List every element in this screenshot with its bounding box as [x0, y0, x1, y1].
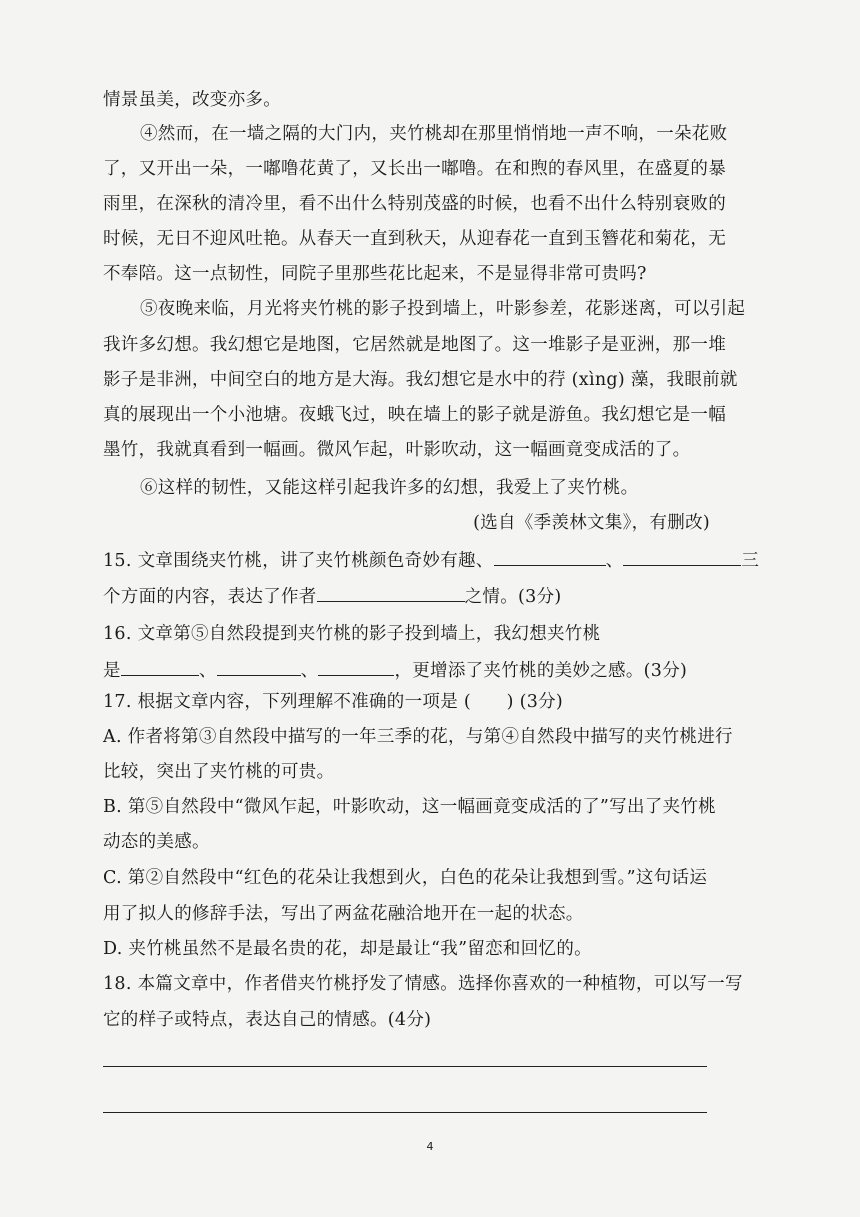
option-c-line: C. 第②自然段中“红色的花朵让我想到火，白色的花朵让我想到雪。”这句话运: [103, 868, 708, 888]
paragraph-4-line: 不奉陪。这一点韧性，同院子里那些花比起来，不是显得非常可贵吗?: [103, 264, 647, 284]
blank-separator: 、: [605, 551, 624, 571]
source-citation: (选自《季羡林文集》，有删改): [473, 513, 710, 533]
paragraph-3-end: 情景虽美，改变亦多。: [103, 90, 281, 110]
option-c-line: 用了拟人的修辞手法，写出了两盆花融洽地开在一起的状态。: [103, 904, 584, 924]
blank-separator: 、: [198, 661, 217, 681]
paragraph-4-line: 时候，无日不迎风吐艳。从春天一直到秋天，从迎春花一直到玉簪花和菊花，无: [103, 229, 726, 249]
question-18-line: 18. 本篇文章中，作者借夹竹桃抒发了情感。选择你喜欢的一种植物，可以写一写: [103, 974, 743, 994]
answer-blank[interactable]: [121, 657, 199, 676]
question-15-text-end: 三: [741, 551, 760, 571]
paragraph-4-line: 了，又开出一朵，一嘟噜花黄了，又长出一嘟噜。在和煦的春风里，在盛夏的暴: [103, 159, 726, 179]
paragraph-4-line: 雨里，在深秋的清冷里，看不出什么特别茂盛的时候，也看不出什么特别衰败的: [103, 194, 726, 214]
answer-blank[interactable]: [494, 547, 606, 566]
option-a-line: A. 作者将第③自然段中描写的一年三季的花，与第④自然段中描写的夹竹桃进行: [103, 727, 733, 747]
answer-blank[interactable]: [318, 657, 394, 676]
option-a-line: 比较，突出了夹竹桃的可贵。: [103, 762, 335, 782]
paragraph-5-line: 墨竹，我就真看到一幅画。微风乍起，叶影吹动，这一幅画竟变成活的了。: [103, 440, 691, 460]
question-15-text: 15. 文章围绕夹竹桃，讲了夹竹桃颜色奇妙有趣、: [103, 551, 494, 571]
question-16-line-1: 16. 文章第⑤自然段提到夹竹桃的影子投到墙上，我幻想夹竹桃: [103, 624, 601, 644]
paragraph-5-line: 影子是非洲，中间空白的地方是大海。我幻想它是水中的荇 (xìng) 藻，我眼前就: [103, 370, 738, 390]
question-16-line-2: [103, 657, 713, 683]
answer-line[interactable]: [103, 1112, 707, 1113]
answer-blank[interactable]: [317, 583, 465, 602]
question-15-score: 之情。(3分): [464, 587, 562, 607]
paragraph-5-line: 我许多幻想。我幻想它是地图，它居然就是地图了。这一堆影子是亚洲，那一堆: [103, 335, 726, 355]
question-15-line-2: [103, 583, 713, 609]
answer-line[interactable]: [103, 1066, 707, 1067]
option-d: D. 夹竹桃虽然不是最名贵的花，却是最让“我”留恋和回忆的。: [103, 939, 592, 959]
paragraph-4-line: ④然而，在一墙之隔的大门内，夹竹桃却在那里悄悄地一声不响，一朵花败: [140, 124, 728, 144]
question-16-score: ，更增添了夹竹桃的美妙之感。(3分): [394, 661, 688, 681]
answer-blank[interactable]: [217, 657, 301, 676]
answer-blank[interactable]: [623, 547, 741, 566]
question-17-stem: 17. 根据文章内容，下列理解不准确的一项是 ( ) (3分): [103, 692, 564, 712]
blank-separator: 、: [300, 661, 319, 681]
question-15-text: 个方面的内容，表达了作者: [103, 587, 317, 607]
page-number: 4: [426, 1140, 434, 1153]
question-16-text: 是: [103, 661, 121, 681]
paragraph-5-line: ⑤夜晚来临，月光将夹竹桃的影子投到墙上，叶影参差，花影迷离，可以引起: [140, 299, 746, 319]
paragraph-6: ⑥这样的韧性，又能这样引起我许多的幻想，我爱上了夹竹桃。: [140, 478, 639, 498]
paragraph-5-line: 真的展现出一个小池塘。夜蛾飞过，映在墙上的影子就是游鱼。我幻想它是一幅: [103, 405, 726, 425]
question-18-line: 它的样子或特点，表达自己的情感。(4分): [103, 1010, 432, 1030]
question-15-line-1: [103, 547, 760, 573]
option-b-line: B. 第⑤自然段中“微风乍起，叶影吹动，这一幅画竟变成活的了”写出了夹竹桃: [103, 797, 716, 817]
option-b-line: 动态的美感。: [103, 832, 210, 852]
